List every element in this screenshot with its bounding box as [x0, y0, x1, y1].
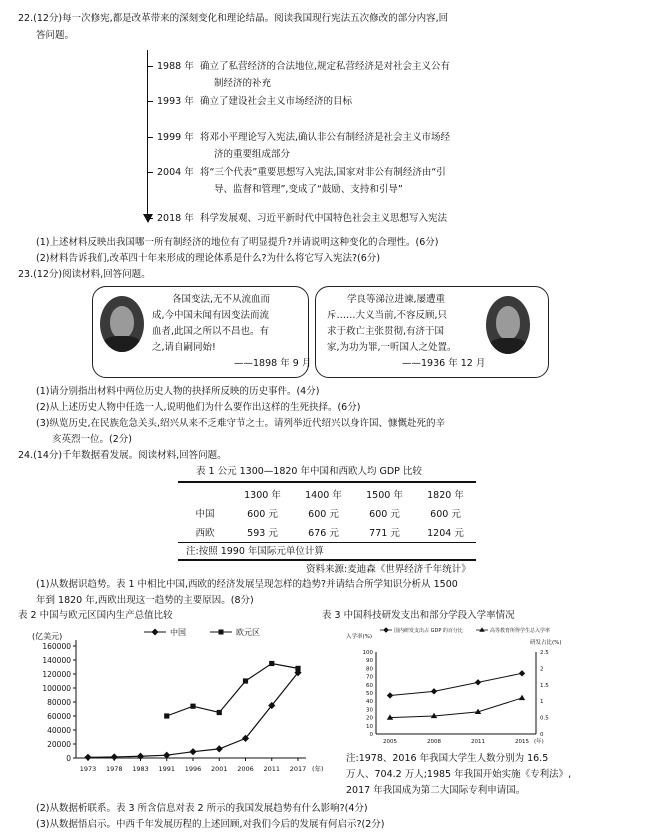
legend-label: 欧元区	[236, 628, 260, 637]
x-tick-label: 1991	[158, 765, 176, 773]
table-row	[178, 522, 476, 541]
timeline-text: 导、监督和管理”,变成了“鼓励、支持和引导”	[214, 184, 403, 195]
y-tick-label: 60	[366, 682, 373, 689]
y-tick-label: 140000	[42, 656, 71, 665]
q23-sub3-cont: 亥英烈一位。(2分)	[52, 434, 132, 445]
data-point	[243, 678, 248, 683]
portrait-1	[100, 296, 144, 352]
x-tick-label: 2011	[471, 739, 485, 745]
x-tick-label: 1973	[79, 765, 97, 773]
data-point	[111, 753, 118, 760]
q22-title-cont: 答问题。	[36, 30, 75, 41]
q23-sub2: (2)从上述历史人物中任选一人,说明他们为什么要作出这样的生死抉择。(6分)	[36, 402, 361, 413]
y-tick-label: 60000	[47, 712, 71, 721]
y-right-tick-label: 0.5	[540, 715, 549, 722]
timeline-year: 2004 年	[157, 167, 194, 178]
y-tick-label: 160000	[42, 642, 71, 651]
data-point	[217, 710, 222, 715]
y-tick-label: 30	[366, 707, 373, 714]
data-point	[431, 688, 437, 694]
table-cell: 600 元	[308, 508, 339, 520]
table1-bottom-rule	[178, 559, 476, 561]
table1-note: 注:按照 1990 年国际元单位计算	[186, 546, 324, 557]
gdp-table	[178, 484, 476, 541]
q22-sub1: (1)上述材料反映出我国哪一所有制经济的地位有了明显提升?并请说明这种变化的合理性。(6分)	[36, 237, 439, 248]
y-tick-label: 80000	[47, 698, 71, 707]
table3-note-line: 2017 年我国成为第二大国际专利申请国。	[346, 785, 526, 796]
table-cell: 600 元	[369, 508, 400, 520]
y-right-tick-label: 2	[540, 666, 544, 673]
timeline-tick	[147, 218, 153, 219]
x-tick-label: 1996	[184, 765, 202, 773]
table-header: 1400 年	[305, 489, 342, 501]
table-header: 1500 年	[366, 489, 403, 501]
series-line	[167, 664, 298, 717]
x-tick-label: 2005	[383, 739, 397, 745]
q23-sub1: (1)请分别指出材料中两位历史人物的抉择所反映的历史事件。(4分)	[36, 386, 320, 397]
timeline-text: 确立了私营经济的合法地位,规定私营经济是对社会主义公有	[200, 61, 451, 72]
table-cell: 中国	[195, 508, 215, 520]
data-point	[519, 695, 525, 700]
x-axis-label: (年)	[534, 739, 544, 745]
table3-note-line: 万人、704.2 万人;1985 年我国开始实施《专利法》,	[346, 769, 572, 780]
legend-label: 国内研发支出占 GDP 的百分比	[394, 628, 463, 634]
q22-title: 22.(12分)每一次修宪,都是改革带来的深刻变化和理论结晶。阅读我国现行宪法五次修改的部分内容,回	[18, 13, 449, 24]
timeline-text: 制经济的补充	[214, 78, 272, 89]
timeline-tick	[147, 137, 153, 138]
x-tick-label: 1983	[132, 765, 149, 773]
quote2-line: 家,为功为罪,一听国人之处置。	[327, 342, 457, 353]
table-header-row	[178, 484, 476, 503]
timeline-arrow	[142, 214, 154, 226]
gdp-line-chart	[14, 622, 332, 782]
table3-caption: 表 3 中国科技研发支出和部分学段入学率情况	[322, 610, 515, 621]
timeline-tick	[147, 172, 153, 173]
timeline-axis	[147, 50, 148, 218]
data-point	[84, 754, 91, 761]
q24-sub1: (1)从数据识趋势。表 1 中相比中国,西欧的经济发展呈现怎样的趋势?并请结合所学知识分析从 1500	[36, 579, 458, 590]
data-point	[269, 661, 274, 666]
y-tick-label: 120000	[42, 670, 71, 679]
table-cell: 西欧	[195, 527, 215, 539]
timeline-year: 1988 年	[157, 61, 194, 72]
quote1-date: ——1898 年 9 月	[234, 358, 312, 369]
y-right-tick-label: 0	[540, 732, 544, 738]
legend-marker	[219, 630, 224, 635]
table2-caption: 表 2 中国与欧元区国内生产总值比较	[18, 610, 173, 621]
table-row	[178, 503, 476, 522]
table-cell: 600 元	[430, 508, 461, 520]
y-tick-label: 10	[366, 723, 373, 730]
timeline-tick	[147, 101, 153, 102]
x-tick-label: 2001	[210, 765, 228, 773]
x-tick-label: 1978	[105, 765, 123, 773]
data-point	[190, 704, 195, 709]
legend-marker	[479, 627, 485, 632]
x-axis-label: (年)	[312, 765, 324, 773]
y-right-tick-label: 2.5	[540, 650, 549, 656]
y-axis-left-label: 入学率(%)	[346, 634, 373, 640]
q23-title: 23.(12分)阅读材料,回答问题。	[18, 269, 151, 280]
legend-label: 中国	[170, 628, 186, 637]
y-tick-label: 20	[366, 715, 373, 722]
y-tick-label: 50	[366, 691, 373, 697]
rd-enrollment-chart	[340, 622, 566, 750]
table1-source: 资料来源:麦迪森《世界经济千年统计》	[306, 564, 471, 575]
quote1-line: 血者,此国之所以不昌也。有	[152, 326, 270, 337]
x-tick-label: 2011	[263, 765, 281, 773]
timeline-text: 济的重要组成部分	[214, 149, 291, 160]
timeline-text: 将“三个代表”重要思想写入宪法,国家对非公有制经济由“引	[200, 167, 446, 178]
y-tick-label: 0	[369, 732, 373, 738]
table1-top-rule	[178, 481, 476, 483]
q23-sub3: (3)纵览历史,在民族危急关头,绍兴从来不乏难守节之士。请列举近代绍兴以身许国、慷慨赴死的辛	[36, 418, 445, 429]
table-header: 1820 年	[427, 489, 464, 501]
table1-caption: 表 1 公元 1300—1820 年中国和西欧人均 GDP 比较	[196, 466, 422, 477]
table-cell: 593 元	[247, 527, 278, 539]
y-tick-label: 80	[366, 666, 373, 673]
legend-label: 高等教育所得学生总入学率	[490, 628, 551, 634]
quote2-line: 学良等涕泣进谏,屡遭重	[347, 294, 446, 305]
q24-sub2: (2)从数据析联系。表 3 所含信息对表 2 所示的我国发展趋势有什么影响?(4分)	[36, 803, 368, 814]
data-point	[189, 748, 196, 755]
timeline-text: 将邓小平理论写入宪法,确认非公有制经济是社会主义市场经	[200, 132, 451, 143]
y-tick-label: 100000	[42, 684, 71, 693]
x-tick-label: 2017	[289, 765, 307, 773]
y-tick-label: 90	[366, 658, 373, 665]
x-tick-label: 2006	[237, 765, 254, 773]
y-tick-label: 20000	[47, 740, 71, 749]
table1-mid-rule	[178, 542, 476, 543]
timeline-tick	[147, 66, 153, 67]
data-point	[519, 670, 525, 676]
legend-marker	[383, 627, 389, 633]
quote1-line: 之,请自嗣同始!	[152, 342, 216, 353]
series-line	[88, 673, 298, 758]
timeline-text: 确立了建设社会主义市场经济的目标	[200, 96, 353, 107]
quote2-line: 求于救亡主张贯彻,有济于国	[327, 326, 445, 337]
q22-sub2: (2)材料告诉我们,改革四十年来形成的理论体系是什么?为什么将它写入宪法?(6分)	[36, 253, 381, 264]
q24-sub1-cont: 年到 1820 年,西欧出现这一趋势的主要原因。(8分)	[36, 595, 254, 606]
table-cell: 676 元	[308, 527, 339, 539]
table-cell: 600 元	[247, 508, 278, 520]
portrait-2	[486, 296, 530, 354]
table-header	[178, 484, 232, 503]
y-tick-label: 70	[366, 674, 373, 681]
quote2-line: 斥……大义当前,不容反顾,只	[327, 310, 448, 321]
quote1-line: 成,今中国未闻有因变法而流	[152, 310, 270, 321]
y-tick-label: 40000	[47, 726, 71, 735]
q24-title: 24.(14分)千年数据看发展。阅读材料,回答问题。	[18, 450, 227, 461]
y-right-tick-label: 1	[540, 699, 544, 706]
timeline-year: 1993 年	[157, 96, 194, 107]
table3-note-line: 注:1978、2016 年我国大学生人数分别为 16.5	[346, 753, 549, 764]
data-point	[164, 713, 169, 718]
table-cell: 1204 元	[427, 527, 464, 539]
timeline-year: 2018 年	[157, 213, 194, 224]
data-point	[137, 753, 144, 760]
table-cell: 771 元	[369, 527, 400, 539]
timeline-year: 1999 年	[157, 132, 194, 143]
data-point	[475, 679, 481, 685]
data-point	[387, 692, 393, 698]
data-point	[295, 666, 300, 671]
y-tick-label: 40	[366, 699, 373, 706]
timeline-text: 科学发展观、习近平新时代中国特色社会主义思想写入宪法	[200, 213, 448, 224]
x-tick-label: 2015	[515, 739, 529, 745]
quote1-line: 各国变法,无不从流血而	[172, 294, 271, 305]
y-right-tick-label: 1.5	[540, 682, 549, 689]
series-line	[390, 673, 522, 695]
table-header: 1300 年	[244, 489, 281, 501]
quote2-date: ——1936 年 12 月	[402, 358, 486, 369]
legend-marker	[152, 629, 159, 636]
y-tick-label: 100	[362, 650, 373, 656]
q24-sub3: (3)从数据悟启示。中西千年发展历程的上述回顾,对我们今后的发展有何启示?(2分)	[36, 819, 385, 830]
y-tick-label: 0	[66, 754, 71, 763]
x-tick-label: 2008	[427, 739, 441, 745]
data-point	[216, 745, 223, 752]
y-axis-label: (亿美元)	[32, 632, 63, 641]
series-line	[390, 698, 522, 718]
y-axis-right-label: 研发占比(%)	[530, 640, 562, 646]
